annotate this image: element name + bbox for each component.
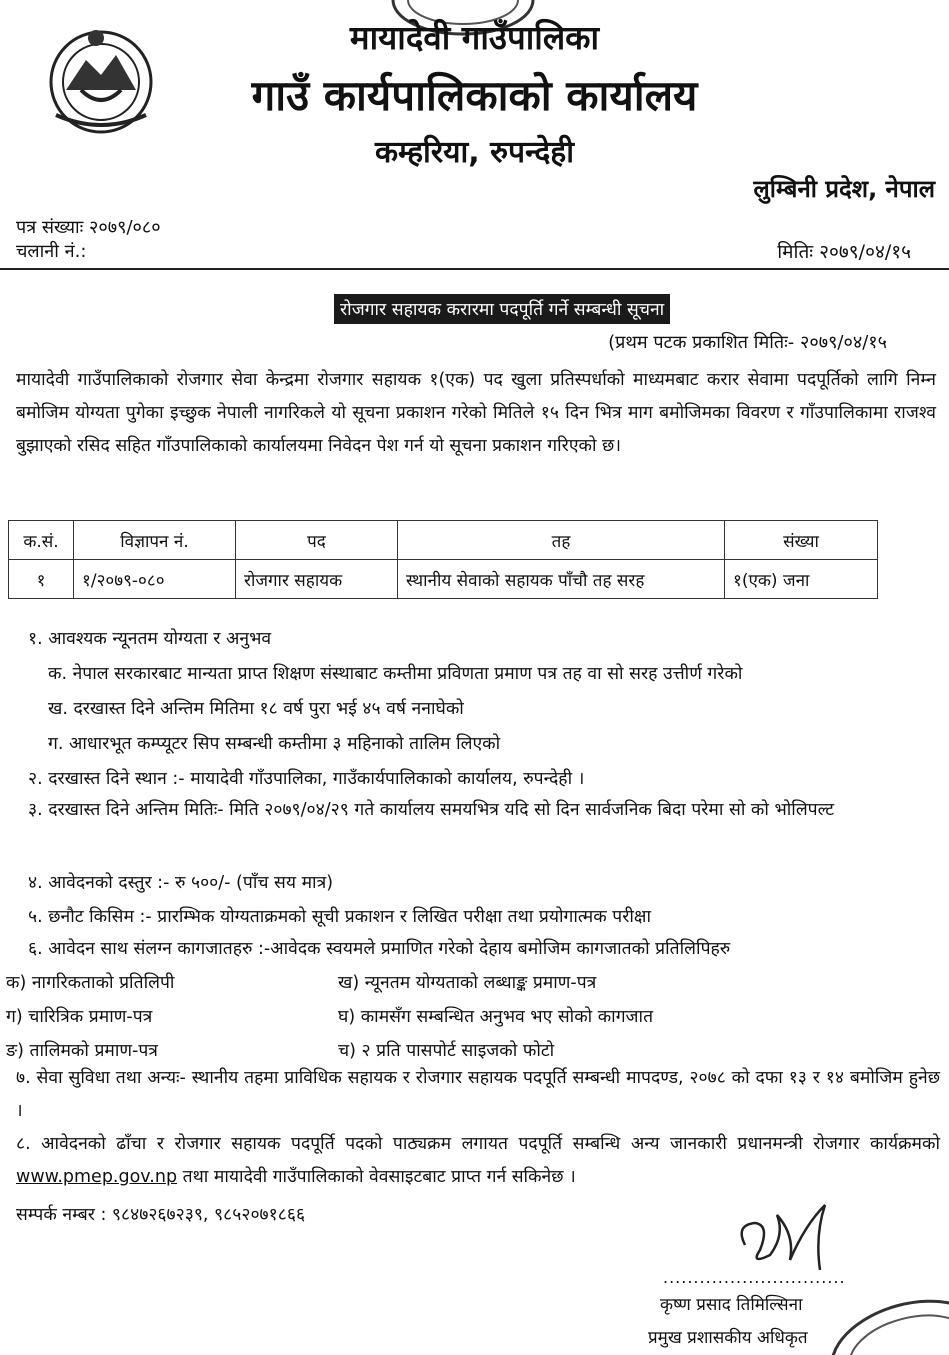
- province-label: लुम्बिनी प्रदेश, नेपाल: [753, 175, 935, 203]
- item-7: ७. सेवा सुविधा तथा अन्यः- स्थानीय तहमा प्राविधिक सहायक र रोजगार सहायक पदपूर्ति सम्बन्धी मापदण्ड, २०७८ को दफा १३ र १४ बमोजिम हुनेछ ।: [16, 1068, 940, 1121]
- notice-title: रोजगार सहायक करारमा पदपूर्ति गर्ने सम्बन्धी सूचना: [334, 294, 670, 324]
- signatory-title: प्रमुख प्रशासकीय अधिकृत: [648, 1328, 808, 1348]
- cell-ad-number: १/२०७९-०८०: [74, 560, 236, 599]
- dispatch-number: चलानी नं.:: [16, 241, 87, 262]
- doc-item: घ) कामसँग सम्बन्धित अनुभव भए सोको कागजात: [338, 1007, 654, 1027]
- col-level: तह: [398, 521, 725, 560]
- office-stamp-icon: [820, 1282, 949, 1355]
- doc-item: क) नागरिकताको प्रतिलिपी: [6, 973, 175, 993]
- vacancy-table: [8, 520, 878, 599]
- doc-item: च) २ प्रति पासपोर्ट साइजको फोटो: [338, 1041, 555, 1061]
- item-3: ३. दरखास्त दिने अन्तिम मितिः- मिति २०७९/०४/२९ गते कार्यालय समयभित्र यदि सो दिन सार्वजनिक बिदा परेमा सो को भोलिपल्ट: [28, 800, 835, 820]
- cell-serial: १: [9, 560, 74, 599]
- col-post: पद: [236, 521, 398, 560]
- item-1b: ख. दरखास्त दिने अन्तिम मितिमा १८ वर्ष पुरा भई ४५ वर्ष ननाघेको: [48, 699, 464, 719]
- col-count: संख्या: [725, 521, 878, 560]
- table-header-row: [9, 521, 878, 560]
- office-name: गाउँ कार्यपालिकाको कार्यालय: [251, 71, 698, 120]
- contact-numbers: सम्पर्क नम्बर : ९८४७२६७२३९, ९८५२०७१८६६: [16, 1205, 306, 1225]
- pmep-website-link[interactable]: www.pmep.gov.np: [16, 1167, 178, 1187]
- signature-line: ..............................: [663, 1268, 846, 1287]
- signature-icon: [715, 1195, 865, 1275]
- item-8: [16, 1128, 940, 1194]
- col-serial: क.सं.: [9, 521, 74, 560]
- table-row: [9, 560, 878, 599]
- municipality-name: मायादेवी गाउँपालिका: [349, 18, 600, 57]
- cell-level: स्थानीय सेवाको सहायक पाँचौ तह सरह: [398, 560, 725, 599]
- item-2: २. दरखास्त दिने स्थान :- मायादेवी गाँउपालिका, गाउँकार्यपालिकाको कार्यालय, रुपन्देही ।: [28, 769, 585, 789]
- doc-item: ख) न्यूनतम योग्यताको लब्धाङ्क प्रमाण-पत्र: [338, 973, 597, 993]
- reference-block: [16, 216, 161, 264]
- item-8-text: ८. आवेदनको ढाँचा र रोजगार सहायक पदपूर्ति पदको पाठ्यक्रम लगायत पदपूर्ति सम्बन्धि अन्य जानकारी प्रधानमन्त्री रोजगार कार्यक्रमको: [16, 1134, 940, 1154]
- item-1a: क. नेपाल सरकारबाट मान्यता प्राप्त शिक्षण संस्थाबाट कम्तीमा प्रविणता प्रमाण पत्र तह वा सो सरह उत्तीर्ण गरेको: [48, 664, 743, 684]
- signatory-name: कृष्ण प्रसाद तिमिल्सिना: [660, 1295, 803, 1315]
- doc-item: ङ) तालिमको प्रमाण-पत्र: [6, 1041, 158, 1061]
- item-8-text-end: तथा मायादेवी गाउँपालिकाको वेवसाइटबाट प्राप्त गर्न सकिनेछ ।: [177, 1167, 576, 1187]
- letter-date: मितिः २०७९/०४/१५: [777, 241, 911, 263]
- col-ad-number: विज्ञापन नं.: [74, 521, 236, 560]
- cell-count: १(एक) जना: [725, 560, 878, 599]
- published-date: (प्रथम पटक प्रकाशित मितिः- २०७९/०४/१५: [608, 332, 887, 353]
- item-1c: ग. आधारभूत कम्प्यूटर सिप सम्बन्धी कम्तीमा ३ महिनाको तालिम लिएको: [48, 734, 501, 754]
- item-4: ४. आवेदनको दस्तुर :- रु ५००/- (पाँच सय मात्र): [28, 873, 334, 893]
- cell-post: रोजगार सहायक: [236, 560, 398, 599]
- item-6: ६. आवेदन साथ संलग्न कागजातहरु :-आवेदक स्वयमले प्रमाणित गरेको देहाय बमोजिम कागजातको प्रतिलिपिहरु: [28, 939, 731, 959]
- notice-intro: मायादेवी गाउँपालिकाको रोजगार सेवा केन्द्रमा रोजगार सहायक १(एक) पद खुला प्रतिस्पर्धाको माध्यमबाट करार सेवामा पदपूर्तिको लागि निम्न बमोजिम योग्यता पुगेका इच्छुक नेपाली नागरिकले यो सूचना प्रकाशन गरेको मितिले १५ दिन भित्र माग बमोजिमका विवरण र गाँउपालिकामा राजश्व बुझाएको रसिद सहित गाँउपालिकाको कार्यालयमा निवेदन पेश गर्न यो सूचना प्रकाशन गरिएको छ।: [16, 370, 936, 456]
- letter-number: पत्र संख्याः २०७९/०८०: [16, 217, 161, 238]
- item-1: १. आवश्यक न्यूनतम योग्यता र अनुभव: [28, 629, 272, 649]
- item-5: ५. छनौट किसिम :- प्रारम्भिक योग्यताक्रमको सूची प्रकाशन र लिखित परीक्षा तथा प्रयोगात्मक परीक्षा: [28, 907, 651, 927]
- header-divider: [0, 268, 949, 270]
- doc-item: ग) चारित्रिक प्रमाण-पत्र: [6, 1007, 153, 1027]
- office-location: कम्हरिया, रुपन्देही: [375, 135, 574, 170]
